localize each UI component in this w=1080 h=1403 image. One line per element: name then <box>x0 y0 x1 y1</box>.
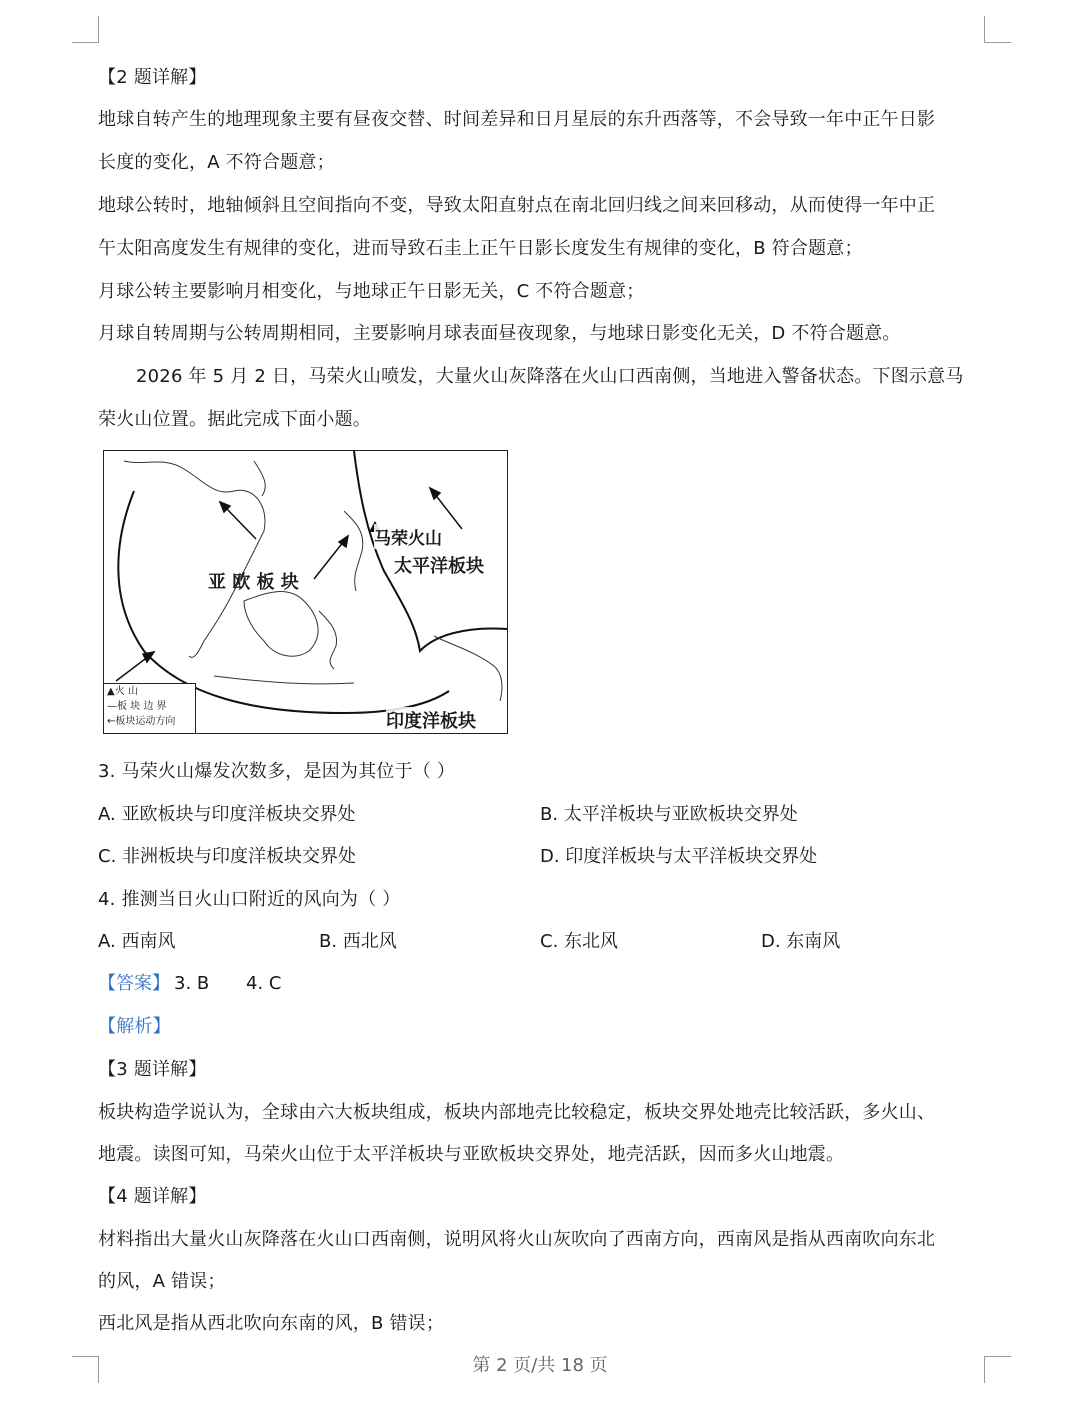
legend-boundary: —板 块 边 界 <box>107 701 167 712</box>
coastline <box>344 511 363 591</box>
paragraph-line: 月球公转主要影响月相变化，与地球正午日影无关，C 不符合题意； <box>98 281 645 302</box>
question-3-option-c: C. 非洲板块与印度洋板块交界处 <box>98 846 357 867</box>
paragraph-line: 月球自转周期与公转周期相同，主要影响月球表面昼夜现象，与地球日影变化无关，D 不符合题意。 <box>98 323 901 344</box>
plate-map-figure <box>103 450 508 734</box>
coastline <box>124 461 265 657</box>
plate-motion-arrow <box>314 536 348 579</box>
question-4-option-a: A. 西南风 <box>98 931 176 952</box>
paragraph-line: 板块构造学说认为，全球由六大板块组成，板块内部地壳比较稳定，板块交界处地壳比较活跃，多火山、 <box>98 1102 936 1123</box>
question-4-option-b: B. 西北风 <box>319 931 397 952</box>
paragraph-line: 长度的变化，A 不符合题意； <box>98 152 335 173</box>
answer-tag: 【答案】 <box>98 973 170 994</box>
label-mayon-volcano: 马荣火山 <box>374 524 442 549</box>
coastline <box>319 611 337 669</box>
paragraph-line: 的风，A 错误； <box>98 1271 226 1292</box>
map-legend <box>104 683 196 733</box>
question-3-option-a: A. 亚欧板块与印度洋板块交界处 <box>98 804 356 825</box>
plate-boundary-line <box>354 451 507 651</box>
paragraph-line: 西北风是指从西北吹向东南的风，B 错误； <box>98 1313 445 1334</box>
section-heading-q3: 【3 题详解】 <box>98 1059 207 1080</box>
page-number-footer: 第 2 页/共 18 页 <box>472 1355 608 1376</box>
answer-q3: 3. B <box>174 973 210 994</box>
question-3-option-d: D. 印度洋板块与太平洋板块交界处 <box>540 846 818 867</box>
paragraph-line: 午太阳高度发生有规律的变化，进而导致石圭上正午日影长度发生有规律的变化，B 符合题意； <box>98 238 863 259</box>
section-heading-q4: 【4 题详解】 <box>98 1186 207 1207</box>
paragraph-line: 地球自转产生的地理现象主要有昼夜交替、时间差异和日月星辰的东升西落等，不会导致一年中正午日影 <box>98 109 936 130</box>
question-4-option-d: D. 东南风 <box>761 931 841 952</box>
coastline <box>214 676 354 684</box>
label-pacific-plate: 太平洋板块 <box>394 552 484 578</box>
legend-volcano: ▲火 山 <box>107 686 138 697</box>
answer-q4: 4. C <box>246 973 282 994</box>
paragraph-line: 地球公转时，地轴倾斜且空间指向不变，导致太阳直射点在南北回归线之间来回移动，从而使得一年中正 <box>98 195 936 216</box>
corner-mark-top-left <box>72 16 99 43</box>
analysis-tag: 【解析】 <box>98 1016 171 1037</box>
question-3-option-b: B. 太平洋板块与亚欧板块交界处 <box>540 804 798 825</box>
coastline <box>244 592 318 657</box>
plate-motion-arrow <box>430 488 462 529</box>
paragraph-line: 地震。读图可知，马荣火山位于太平洋板块与亚欧板块交界处，地壳活跃，因而多火山地震。 <box>98 1144 845 1165</box>
coastline <box>254 461 265 496</box>
question-4-option-c: C. 东北风 <box>540 931 619 952</box>
coastline <box>434 636 502 701</box>
plate-motion-arrow <box>116 652 154 681</box>
label-eurasian-plate: 亚 欧 板 块 <box>208 572 299 593</box>
legend-motion: ←板块运动方向 <box>107 716 176 727</box>
section-heading-q2: 【2 题详解】 <box>98 67 207 88</box>
label-indian-plate: 印度洋板块 <box>386 707 476 733</box>
material-intro-line: 2026 年 5 月 2 日，马荣火山喷发，大量火山灰降落在火山口西南侧，当地进入警备状态。下图示意马 <box>136 366 964 387</box>
corner-mark-top-right <box>984 16 1011 43</box>
material-intro-line: 荣火山位置。据此完成下面小题。 <box>98 409 371 430</box>
plate-motion-arrow <box>220 502 256 539</box>
question-4: 4. 推测当日火山口附近的风向为（ ） <box>98 889 401 910</box>
paragraph-line: 材料指出大量火山灰降落在火山口西南侧，说明风将火山灰吹向了西南方向，西南风是指从西南吹向东北 <box>98 1229 936 1250</box>
question-3: 3. 马荣火山爆发次数多，是因为其位于（ ） <box>98 761 456 782</box>
